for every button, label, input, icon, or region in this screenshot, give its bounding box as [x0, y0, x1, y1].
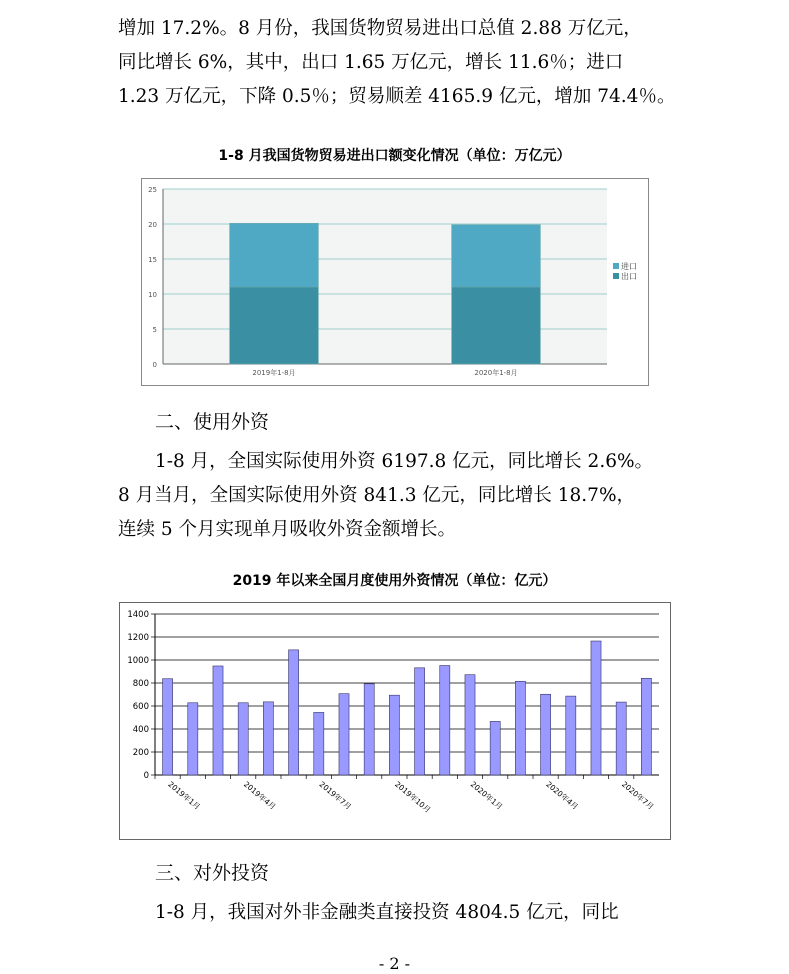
bar — [541, 694, 551, 775]
bar — [213, 666, 223, 775]
bar — [566, 696, 576, 775]
chart2-title: 2019 年以来全国月度使用外资情况（单位：亿元） — [232, 573, 557, 589]
y-tick-label: 10 — [148, 291, 157, 299]
bar — [616, 702, 626, 775]
bar — [490, 721, 500, 775]
bar — [289, 650, 299, 775]
section3-title: 三、对外投资 — [155, 862, 270, 884]
bar — [263, 702, 273, 775]
fdi-bar-chart — [119, 602, 671, 840]
bar-segment — [230, 287, 319, 364]
bar — [415, 668, 425, 775]
y-tick-label: 800 — [132, 679, 149, 689]
bar — [591, 641, 601, 775]
x-tick-label: 2020年1-8月 — [474, 369, 518, 377]
x-tick-label: 2019年1-8月 — [252, 369, 296, 377]
paragraph-line: 1-8 月，全国实际使用外资 6197.8 亿元，同比增长 2.6%。 — [155, 451, 654, 472]
x-tick-label: 2019年10月 — [393, 779, 433, 815]
bar — [339, 694, 349, 775]
section2-title: 二、使用外资 — [155, 411, 270, 433]
y-tick-label: 200 — [132, 748, 149, 758]
bar — [515, 681, 525, 775]
y-tick-label: 1200 — [127, 633, 149, 643]
y-tick-label: 20 — [148, 221, 157, 229]
x-tick-label: 2019年7月 — [317, 779, 354, 812]
y-tick-label: 400 — [132, 725, 149, 735]
legend-swatch — [613, 263, 619, 269]
bar-segment — [452, 225, 541, 287]
legend-label: 进口 — [621, 262, 637, 271]
x-tick-label: 2019年4月 — [241, 779, 278, 812]
intro-paragraph — [118, 12, 678, 114]
y-tick-label: 25 — [148, 186, 157, 194]
y-tick-label: 1400 — [127, 610, 149, 620]
fdi-chart — [119, 602, 671, 844]
y-tick-label: 1000 — [127, 656, 149, 666]
y-tick-label: 0 — [143, 771, 149, 781]
paragraph-line: 1.23 万亿元，下降 0.5％；贸易顺差 4165.9 亿元，增加 74.4％。 — [118, 86, 676, 107]
trade-chart — [141, 178, 649, 390]
x-tick-label: 2020年4月 — [544, 779, 580, 812]
y-tick-label: 600 — [132, 702, 149, 712]
paragraph-line: 连续 5 个月实现单月吸收外资金额增长。 — [118, 519, 457, 540]
bar — [389, 695, 399, 775]
paragraph-line: 8 月当月，全国实际使用外资 841.3 亿元，同比增长 18.7%， — [118, 485, 636, 506]
paragraph-line: 增加 17.2%。8 月份，我国货物贸易进出口总值 2.88 万亿元， — [118, 18, 642, 39]
y-tick-label: 0 — [152, 361, 157, 369]
bar — [238, 703, 248, 775]
legend-label: 出口 — [621, 272, 637, 281]
section3-paragraph — [118, 896, 678, 930]
bar — [163, 679, 173, 775]
bar-segment — [230, 223, 319, 287]
x-tick-label: 2020年7月 — [619, 779, 656, 812]
x-tick-label: 2020年1月 — [468, 779, 505, 812]
bar-segment — [452, 287, 541, 364]
bar — [440, 666, 450, 775]
paragraph-line: 同比增长 6%，其中，出口 1.65 万亿元，增长 11.6％；进口 — [118, 52, 624, 73]
section2-paragraph — [118, 445, 678, 547]
trade-stacked-bar-chart — [141, 178, 649, 386]
x-tick-label: 2019年1月 — [166, 779, 202, 812]
legend-swatch — [613, 273, 619, 279]
bar — [188, 703, 198, 775]
bar — [364, 684, 374, 775]
chart1-title: 1-8 月我国货物贸易进出口额变化情况（单位：万亿元） — [218, 148, 571, 164]
bar — [641, 678, 651, 775]
y-tick-label: 5 — [152, 326, 157, 334]
y-tick-label: 15 — [148, 256, 157, 264]
bar — [314, 712, 324, 775]
page-number: - 2 - — [378, 954, 411, 973]
bar — [465, 675, 475, 775]
paragraph-line: 1-8 月，我国对外非金融类直接投资 4804.5 亿元，同比 — [155, 902, 619, 923]
